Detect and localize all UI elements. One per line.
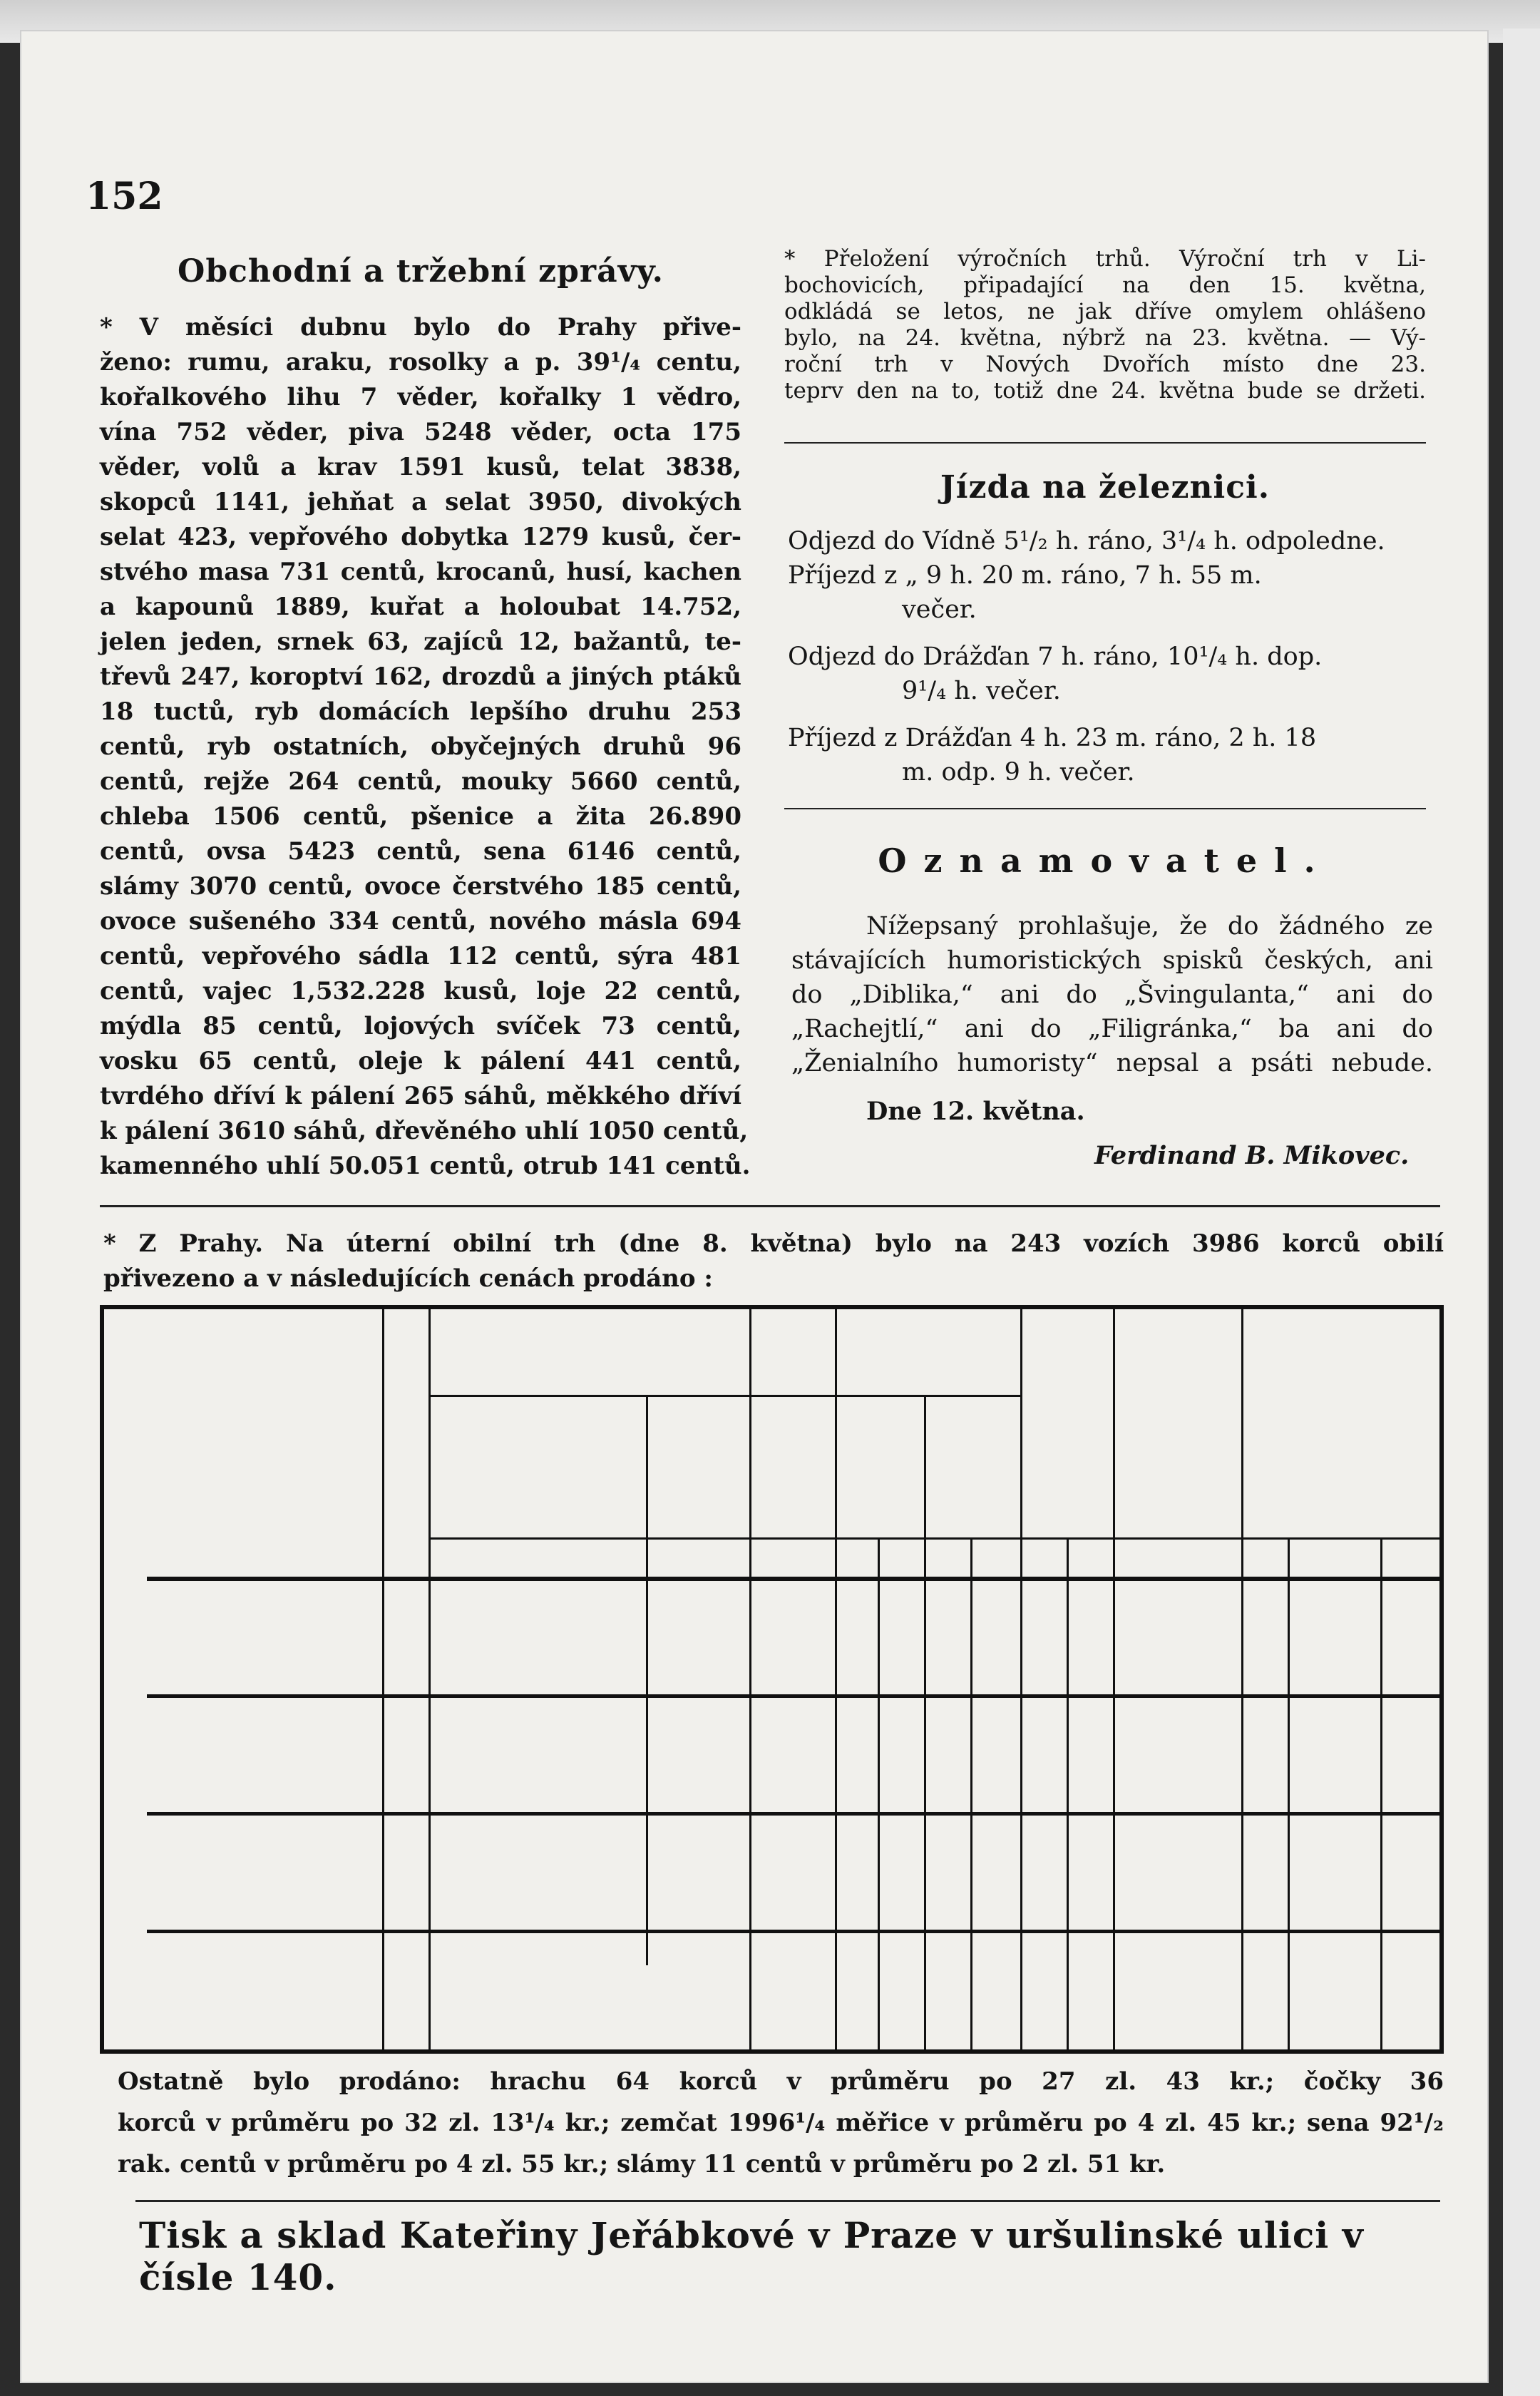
grain-price-table xyxy=(100,1305,1444,2054)
text-line: vína 752 věder, piva 5248 věder, octa 175 xyxy=(100,418,741,446)
column-line xyxy=(1241,1309,1243,2049)
text-line: vosku 65 centů, oleje k pálení 441 centů, xyxy=(100,1047,741,1075)
column-line xyxy=(835,1309,837,2049)
text-line: chleba 1506 centů, pšenice a žita 26.890 xyxy=(100,802,741,831)
text-line: teprv den na to, totiž dne 24. května bude se držeti. xyxy=(784,378,1426,404)
divider xyxy=(784,808,1426,809)
column-line xyxy=(1067,1537,1069,2049)
announcement-title: Oznamovatel. xyxy=(878,841,1333,880)
text-line: jelen jeden, srnek 63, zajíců 12, bažantů, te- xyxy=(100,628,741,656)
announcement-date: Dne 12. května. xyxy=(866,1097,1085,1126)
text-line: tvrdého dříví k pálení 265 sáhů, měkkého dříví xyxy=(100,1082,741,1110)
schedule-line: Příjezd z Drážďan 4 h. 23 m. ráno, 2 h. 18 xyxy=(788,724,1317,752)
text-line: kořalkového lihu 7 věder, kořalky 1 vědro, xyxy=(100,383,741,411)
announcement-signature: Ferdinand B. Mikovec. xyxy=(1094,1141,1410,1170)
page-number: 152 xyxy=(86,175,163,218)
railway-schedule xyxy=(788,524,1429,789)
text-line: odkládá se letos, ne jak dříve omylem ohlášeno xyxy=(784,299,1426,324)
text-line: a kapounů 1889, kuřat a holoubat 14.752, xyxy=(100,593,741,621)
text-line: kamenného uhlí 50.051 centů, otrub 141 centů. xyxy=(100,1152,751,1180)
next-page-edge xyxy=(1503,29,1540,2396)
header-rule xyxy=(428,1537,1439,1540)
text-line: bylo, na 24. května, nýbrž na 23. května. — Vý- xyxy=(784,325,1426,351)
text-line: do „Diblika,“ ani do „Švingulanta,“ ani do xyxy=(791,981,1433,1009)
group-rule xyxy=(147,1694,1439,1698)
header-seslo xyxy=(1116,1348,1238,1534)
schedule-line: Odjezd do Drážďan 7 h. ráno, 10¹/₄ h. dop. xyxy=(788,642,1323,671)
text-line: Nížepsaný prohlašuje, že do žádného ze xyxy=(866,912,1433,941)
trade-news-title: Obchodní a tržební zprávy. xyxy=(178,253,664,290)
railway-title: Jízda na železnici. xyxy=(940,469,1270,506)
header-vaha-prumer xyxy=(756,1402,828,1534)
text-line: třevů 247, koroptví 162, drozdů a jiných ptáků xyxy=(100,662,741,691)
divider xyxy=(784,442,1426,444)
column-line xyxy=(1113,1309,1115,2049)
column-line xyxy=(646,1395,648,1965)
text-line: věder, volů a krav 1591 kusů, telat 3838, xyxy=(100,453,741,481)
column-line xyxy=(749,1309,751,2049)
header-tridy xyxy=(385,1381,428,1537)
trade-news-body xyxy=(100,310,751,1184)
text-line: stávajících humoristických spisků českých, ani xyxy=(791,946,1433,975)
text-line: 18 tuctů, ryb domácích lepšího druhu 253 xyxy=(100,697,741,726)
text-line: * Z Prahy. Na úterní obilní trh (dne 8. května) bylo na 243 vozích 3986 korců obilí xyxy=(103,1229,1444,1258)
text-line: „Ženialního humoristy“ nepsal a psáti nebude. xyxy=(791,1049,1433,1077)
text-line: centů, vajec 1,532.228 kusů, loje 22 centů, xyxy=(100,977,741,1005)
text-line: ovoce sušeného 334 centů, nového másla 694 xyxy=(100,907,741,936)
header-prumer-tridy xyxy=(1024,1348,1109,1534)
header-rule xyxy=(428,1395,1020,1397)
text-line: ženo: rumu, araku, rosolky a p. 39¹/₄ centu, xyxy=(100,348,741,377)
text-line: selat 423, vepřového dobytka 1279 kusů, čer- xyxy=(100,523,741,551)
text-line: stvého masa 731 centů, krocanů, husí, kachen xyxy=(100,558,741,586)
text-line: * Přeložení výročních trhů. Výroční trh v Li- xyxy=(784,246,1426,272)
text-line: přivezeno a v následujících cenách prodáno : xyxy=(103,1264,713,1293)
text-line: centů, rejže 264 centů, mouky 5660 centů, xyxy=(100,767,741,796)
column-line xyxy=(924,1395,926,1537)
column-line xyxy=(970,1537,972,2049)
column-line xyxy=(924,1537,926,2049)
text-line: „Rachejtlí,“ ani do „Filigránka,“ ba ani do xyxy=(791,1015,1433,1043)
market-note xyxy=(784,246,1426,404)
text-line: rak. centů v průměru po 4 zl. 55 kr.; slámy 11 centů v průměru po 2 zl. 51 kr. xyxy=(118,2150,1166,2179)
schedule-line: Příjezd z „ 9 h. 20 m. ráno, 7 h. 55 m. xyxy=(788,561,1262,590)
text-line: korců v průměru po 32 zl. 13¹/₄ kr.; zemčat 1996¹/₄ měřice v průměru po 4 zl. 45 kr.; sena 92¹/₂ xyxy=(118,2109,1444,2137)
text-line: skopců 1141, jehňat a selat 3950, divokých xyxy=(100,488,741,516)
printer-footer: Tisk a sklad Kateřiny Jeřábkové v Praze v uršulinské ulici v čísle 140. xyxy=(139,2214,1364,2298)
column-line xyxy=(428,1309,431,2049)
schedule-line: Odjezd do Vídně 5¹/₂ h. ráno, 3¹/₄ h. odpoledne. xyxy=(788,527,1385,556)
other-sales-text xyxy=(118,2061,1444,2185)
column-line xyxy=(1380,1537,1382,2049)
divider xyxy=(100,1205,1440,1207)
announcement-body xyxy=(791,909,1433,1080)
text-line: centů, ovsa 5423 centů, sena 6146 centů, xyxy=(100,837,741,866)
divider xyxy=(135,2200,1440,2202)
text-line: * V měsíci dubnu bylo do Prahy přive- xyxy=(100,313,741,342)
schedule-line: večer. xyxy=(902,595,977,624)
column-line xyxy=(382,1309,384,2049)
group-rule xyxy=(147,1930,1439,1933)
schedule-line: m. odp. 9 h. večer. xyxy=(902,758,1135,787)
text-line: bochovicích, připadající na den 15. května, xyxy=(784,272,1426,298)
header-rule xyxy=(147,1577,1439,1581)
text-line: Ostatně bylo prodáno: hrachu 64 korců v průměru po 27 zl. 43 kr.; čočky 36 xyxy=(118,2067,1444,2096)
text-line: slámy 3070 centů, ovoce čerstvého 185 centů, xyxy=(100,872,741,901)
group-rule xyxy=(147,1812,1439,1816)
text-line: mýdla 85 centů, lojových svíček 73 centů, xyxy=(100,1012,741,1040)
text-line: roční trh v Nových Dvořích místo dne 23. xyxy=(784,352,1426,377)
text-line: k pálení 3610 sáhů, dřevěného uhlí 1050 centů, xyxy=(100,1117,749,1145)
text-line: centů, ryb ostatních, obyčejných druhů 96 xyxy=(100,732,741,761)
schedule-line: 9¹/₄ h. večer. xyxy=(902,677,1061,705)
grain-market-intro xyxy=(103,1227,1444,1296)
column-line xyxy=(878,1537,880,2049)
text-line: centů, vepřového sádla 112 centů, sýra 481 xyxy=(100,942,741,971)
column-line xyxy=(1020,1309,1022,2049)
column-line xyxy=(1288,1537,1290,2049)
